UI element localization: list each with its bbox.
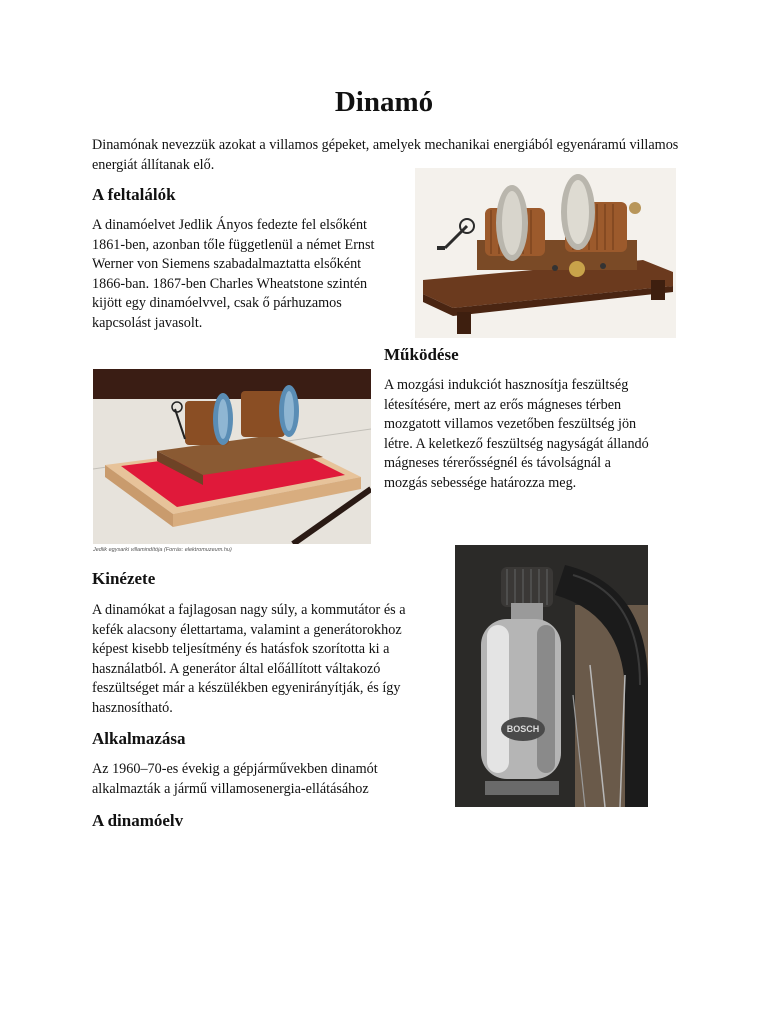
text-line: mágneses térerősségnél és távolságnál a [384, 455, 611, 471]
paragraph-alkalmazasa [92, 760, 378, 799]
page-title: Dinamó [334, 86, 434, 118]
text-line: Az 1960–70-es évekig a gépjárművekben dinamót [92, 761, 378, 777]
text-line: kijött egy dinamóelvvel, csak ő párhuzamos [92, 295, 342, 311]
heading-alkalmazasa: Alkalmazása [92, 729, 186, 748]
text-line: feszültséget már a készülékben egyenirányítják, és így [92, 680, 401, 696]
text-line: kefék alacsony élettartama, valamint a generátorokhoz [92, 621, 402, 638]
text-line: használatból. A generátor által előállított váltakozó [92, 660, 381, 677]
text-line: 1861-ben, azonban tőle függetlenül a német Ernst [92, 236, 375, 253]
heading-feltalalok: A feltalálók [92, 185, 176, 204]
heading-dinamoelv: A dinamóelv [92, 811, 184, 830]
text-line: Werner von Siemens szabadalmaztatta elsőként [92, 256, 362, 272]
text-line: 1866-ban. 1867-ben Charles Wheatstone szintén [92, 275, 368, 292]
dynamo-photo-1 [415, 168, 676, 338]
text-line: kapcsolást javasolt. [92, 314, 203, 331]
text-line: A dinamókat a fajlagosan nagy súly, a kommutátor és a [92, 602, 406, 618]
paragraph-mukodese [384, 376, 649, 493]
text-line: mozgás sebessége határozza meg. [384, 474, 577, 491]
text-line: képest kisebb teljesítmény és hatásfok szorította ki a [92, 641, 390, 657]
dynamo-photo-2 [93, 369, 371, 544]
bicycle-dynamo-photo [455, 545, 648, 807]
bosch-logo-text: BOSCH [506, 724, 540, 734]
text-line: mozgatott villamos vezetőben feszültség jön [384, 416, 637, 432]
paragraph-kinezete [92, 601, 406, 718]
heading-kinezete: Kinézete [92, 569, 156, 588]
text-line: létesítésére, mert az erős mágneses térben [384, 396, 622, 413]
text-line: létre. A keletkező feszültség nagyságát állandó [384, 435, 649, 452]
heading-mukodese: Működése [384, 345, 459, 364]
text-line: alkalmazták a jármű villamosenergia-ellátásához [92, 780, 369, 797]
text-line: A mozgási indukciót hasznosítja feszültség [384, 377, 629, 393]
paragraph-feltalalok [92, 216, 374, 333]
photo-caption: Jedlik egysarki villamindítója (Forrás: elektromuzeum.hu) [93, 547, 232, 553]
text-line: hasznosítható. [92, 699, 173, 716]
intro-paragraph: Dinamónak nevezzük azokat a villamos gépeket, amelyek mechanikai energiából egyenáramú villamos energiát állítanak elő. [92, 137, 679, 173]
text-line: A dinamóelvet Jedlik Ányos fedezte fel elsőként [92, 217, 367, 233]
